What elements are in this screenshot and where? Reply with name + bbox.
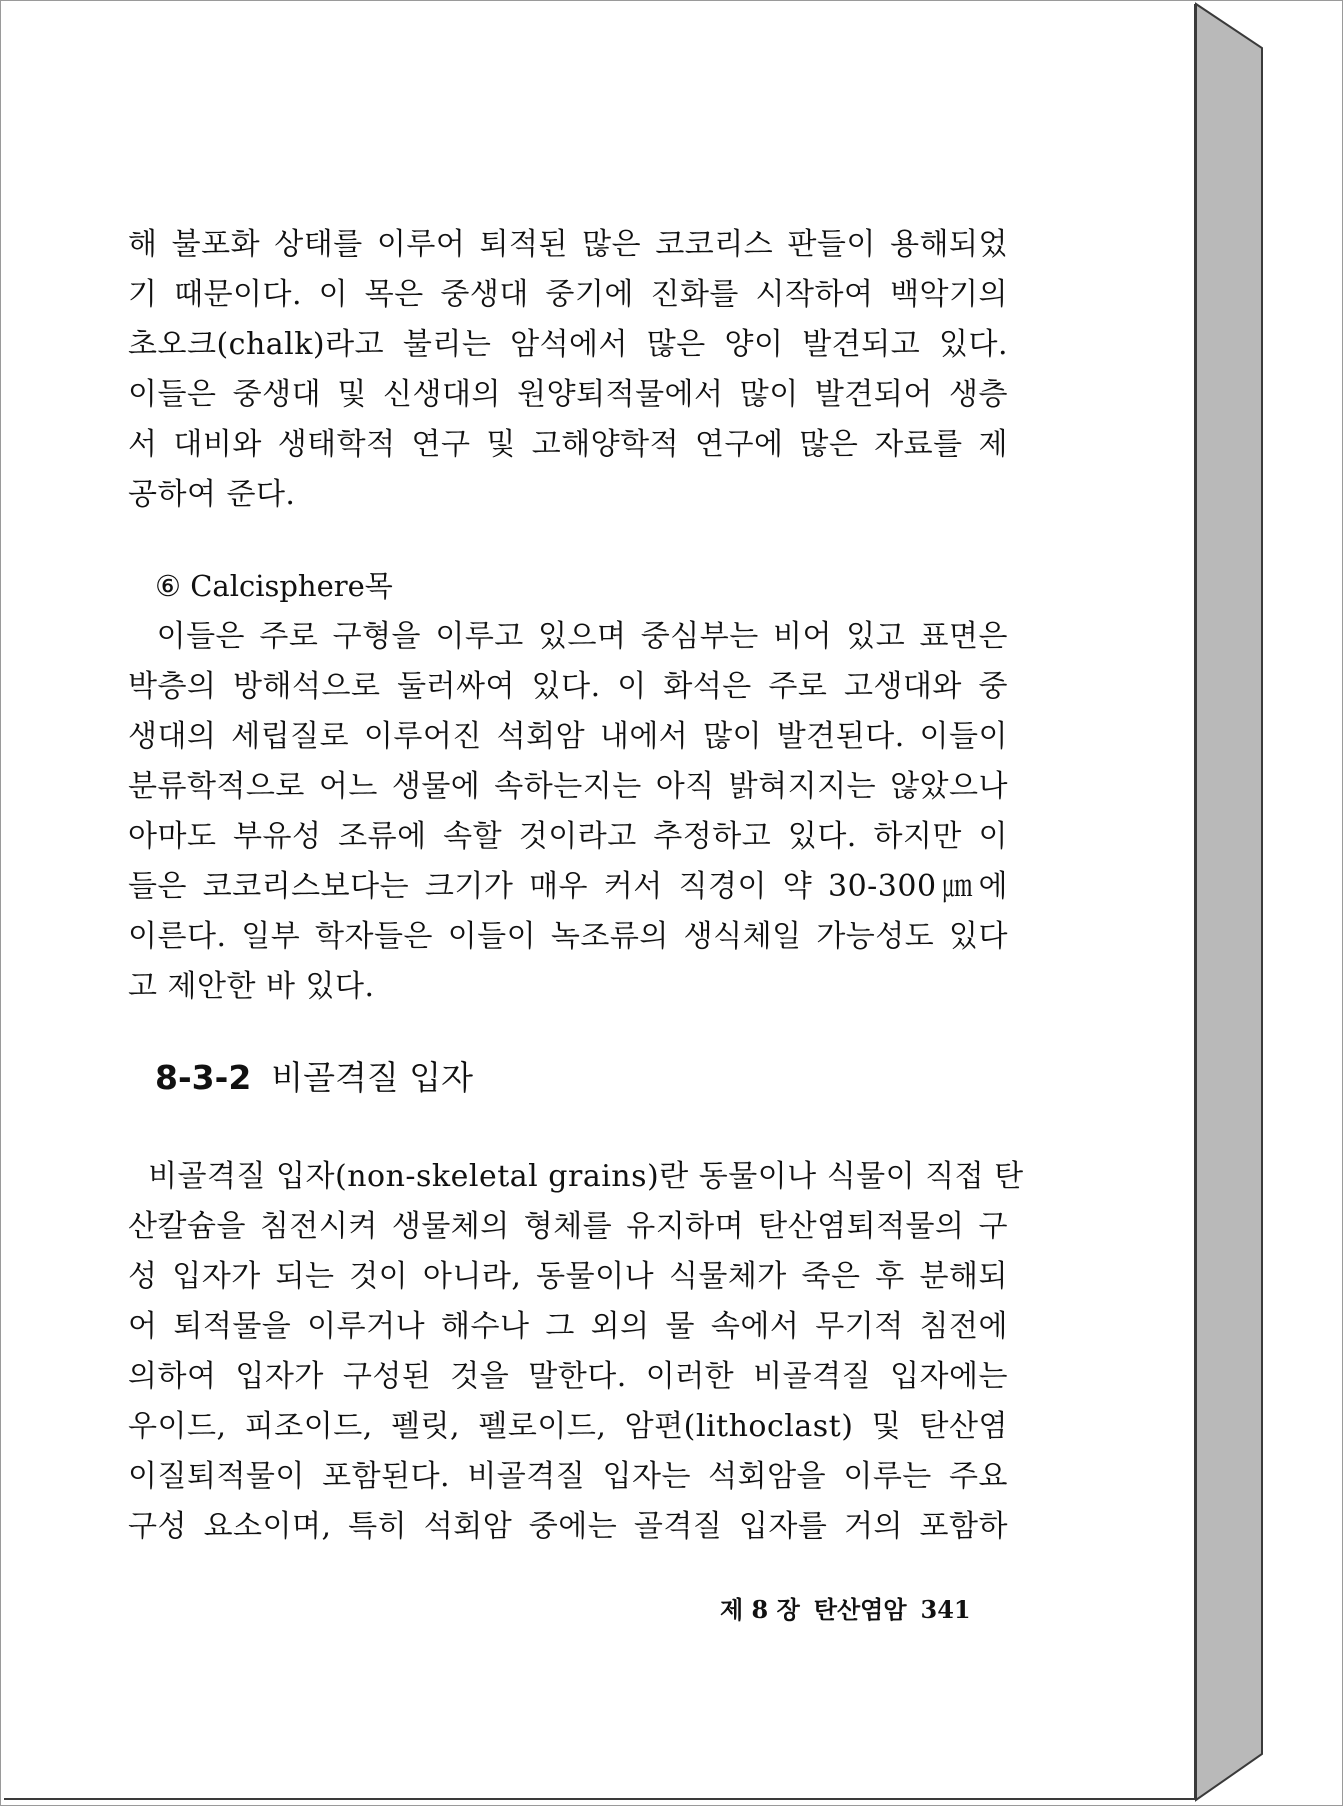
text-line: 이른다. 일부 학자들은 이들이 녹조류의 생식체일 가능성도 있다 bbox=[128, 919, 1008, 954]
text-line: 공하여 준다. bbox=[128, 477, 296, 512]
text-line: 비골격질 입자(non-skeletal grains)란 동물이나 식물이 직접 탄 bbox=[128, 1159, 1024, 1194]
section-number: 8-3-2 bbox=[155, 1058, 252, 1097]
text-line: 아마도 부유성 조류에 속할 것이라고 추정하고 있다. 하지만 이 bbox=[128, 819, 1008, 854]
text-line: 생대의 세립질로 이루어진 석회암 내에서 많이 발견된다. 이들이 bbox=[128, 719, 1008, 754]
text-line: 고 제안한 바 있다. bbox=[128, 969, 375, 1004]
text-line: 우이드, 피조이드, 펠릿, 펠로이드, 암편(lithoclast) 및 탄산염 bbox=[128, 1409, 1008, 1444]
text-line: 기 때문이다. 이 목은 중생대 중기에 진화를 시작하여 백악기의 bbox=[128, 277, 1008, 312]
page-number: 341 bbox=[920, 1595, 971, 1624]
chapter-title: 탄산염암 bbox=[813, 1595, 907, 1624]
text-line: 구성 요소이며, 특히 석회암 중에는 골격질 입자를 거의 포함하 bbox=[128, 1509, 1008, 1544]
text-line: 초오크(chalk)라고 불리는 암석에서 많은 양이 발견되고 있다. bbox=[128, 327, 1008, 362]
section-heading bbox=[155, 1050, 473, 1106]
text-line: 성 입자가 되는 것이 아니라, 동물이나 식물체가 죽은 후 분해되 bbox=[128, 1259, 1008, 1294]
text-line: 이들은 중생대 및 신생대의 원양퇴적물에서 많이 발견되어 생층 bbox=[128, 377, 1008, 412]
text-line: 해 불포화 상태를 이루어 퇴적된 많은 코코리스 판들이 용해되었 bbox=[128, 227, 1008, 262]
text-line: 박층의 방해석으로 둘러싸여 있다. 이 화석은 주로 고생대와 중 bbox=[128, 669, 1008, 704]
chapter-label: 제 8 장 bbox=[720, 1595, 800, 1624]
text-line: 산칼슘을 침전시켜 생물체의 형체를 유지하며 탄산염퇴적물의 구 bbox=[128, 1209, 1008, 1244]
paragraph-3 bbox=[128, 1152, 1024, 1552]
text-line: 어 퇴적물을 이루거나 해수나 그 외의 물 속에서 무기적 침전에 bbox=[128, 1309, 1008, 1344]
text-line: 들은 코코리스보다는 크기가 매우 커서 직경이 약 30-300㎛에 bbox=[128, 869, 1008, 904]
paragraph-1 bbox=[128, 220, 1008, 520]
running-footer bbox=[720, 1590, 971, 1630]
section-title: 비골격질 입자 bbox=[271, 1058, 474, 1097]
text-line: 의하여 입자가 구성된 것을 말한다. 이러한 비골격질 입자에는 bbox=[128, 1359, 1008, 1394]
text-line: 이질퇴적물이 포함된다. 비골격질 입자는 석회암을 이루는 주요 bbox=[128, 1459, 1008, 1494]
text-line: 서 대비와 생태학적 연구 및 고해양학적 연구에 많은 자료를 제 bbox=[128, 427, 1008, 462]
subsection-heading: ⑥ Calcisphere목 bbox=[155, 569, 393, 603]
text-line: 분류학적으로 어느 생물에 속하는지는 아직 밝혀지지는 않았으나 bbox=[128, 769, 1008, 804]
text-line: 이들은 주로 구형을 이루고 있으며 중심부는 비어 있고 표면은 bbox=[128, 619, 1008, 654]
paragraph-2 bbox=[128, 612, 1008, 1012]
